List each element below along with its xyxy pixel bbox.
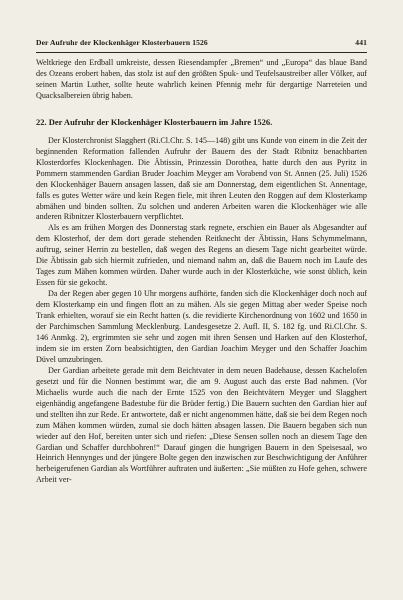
paragraph-continuation: Weltkriege den Erdball umkreiste, dessen Riesendampfer „Bremen“ und „Europa“ das blaue Band des Ozeans erobert haben, das stolz ist auf den größten Spuk- und Teufelsaustreiber aller Völker, auf seinen Martin Luther, sollte heute wahrlich keinen Pfennig mehr für dergartige Narreteien und Quacksalbereien übrig haben.	[36, 58, 367, 100]
section-title: 22. Der Aufruhr der Klockenhäger Klosterbauern im Jahre 1526.	[36, 116, 273, 127]
running-header	[36, 38, 367, 50]
paragraph-4: Der Gardian arbeitete gerade mit dem Beichtvater in dem neuen Badehause, dessen Kachelofen gesetzt und für die Nonnen bestimmt war, die am 9. August auch das erste Bad nahmen. (Vor Michaelis wurde auch die nach der Ernte 1525 von den Beichtvätern Meyger und Slagghert eigenhändig angefangene Badestube für die Brüder fertig.) Die Bauern suchten den Gardian hier auf und stellten ihn zur Rede. Er antwortete, daß er nicht angenommen hätte, daß sie bei dem Regen noch zum Mähen kommen würden, zumal sie doch hätten absagen lassen. Die Bauern begaben sich nun wieder auf den Hof, bereiten unter sich und riefen: „Diese Sensen sollen noch an diesem Tage den Gardian und Schaffer durchbohren!“ Darauf gingen die hungrigen Bauern in den Speisesaal, wo Heinrich Hennynges und der jüngere Bolte gegen den inzwischen zur Beschwichtigung der Anführer herbeigerufenen Gardian als Wortführer auftraten und äußerten: „Sie müßten zu Hofe gehen, schwere Arbeit ver-	[36, 365, 367, 485]
page-body	[36, 58, 367, 570]
paragraph-1: Der Klosterchronist Slagghert (Ri.Cl.Chr. S. 145—148) gibt uns Kunde von einem in die Zeit der beginnenden Reformation fallenden Aufruhr der Bauern des der Stadt Ribnitz benachbarten Klosterdorfes Klockenhagen. Die Äbtissin, Prinzessin Dorothea, hatte durch den aus Pyritz in Pommern stammenden Gardian Bruder Joachim Meyger am Vorabend von St. Annen (25. Juli) 1526 den Klockenhäger Bauern ansagen lassen, daß sie am Donnerstag, dem eigentlichen St. Annentage, falls es gutes Wetter wäre und kein Regen fiele, mit ihren Leuten den Roggen auf dem Klosterkamp abmähen und binden sollten. Zu solchen und anderen Arbeiten waren die Klockenhäger wie alle anderen Ribnitzer Klosterbauern verpflichtet.	[36, 135, 367, 222]
running-title: Der Aufruhr der Klockenhäger Klosterbauern 1526	[36, 38, 208, 47]
paragraph-2: Als es am frühen Morgen des Donnerstag stark regnete, erschien ein Bauer als Abgesandter auf dem Klosterhof, der dem dort gerade stehenden Reitknecht der Äbtissin, Hans Schymmelmann, auftrug, seiner Herrin zu bestellen, daß wegen des Regens an diesem Tage nicht gearbeitet würde. Die Äbtissin gab sich hiermit zufrieden, und niemand nahm an, daß die Bauern noch im Laufe des Tages zum Mähen kommen würden. Daher wurde auch in der Klosterküche, wie sonst üblich, kein Essen für sie gekocht.	[36, 223, 367, 288]
page-number: 441	[355, 38, 367, 47]
paragraph-3: Da der Regen aber gegen 10 Uhr morgens aufhörte, fanden sich die Klockenhäger doch noch auf dem Klosterkamp ein und fingen flott an zu mähen. Als sie gegen Mittag aber weder Speise noch Trank erhielten, worauf sie ein Recht hatten (s. die revidierte Kirchenordnung von 1602 und 1650 in der Parchimschen Sammlung Mecklenburg. Landesgesetze 2. Aufl. II, S. 182 fg. und Ri.Cl.Chr. S. 146 Anmkg. 2), ergrimmten sie sehr und zogen mit ihren Sensen und Harken auf den Klosterhof, indem sie im ersten Zorn beabsichtigten, den Gardian Joachim Meyger und den Schaffer Joachim Düvel umzubringen.	[36, 289, 367, 364]
header-rule	[36, 52, 367, 53]
